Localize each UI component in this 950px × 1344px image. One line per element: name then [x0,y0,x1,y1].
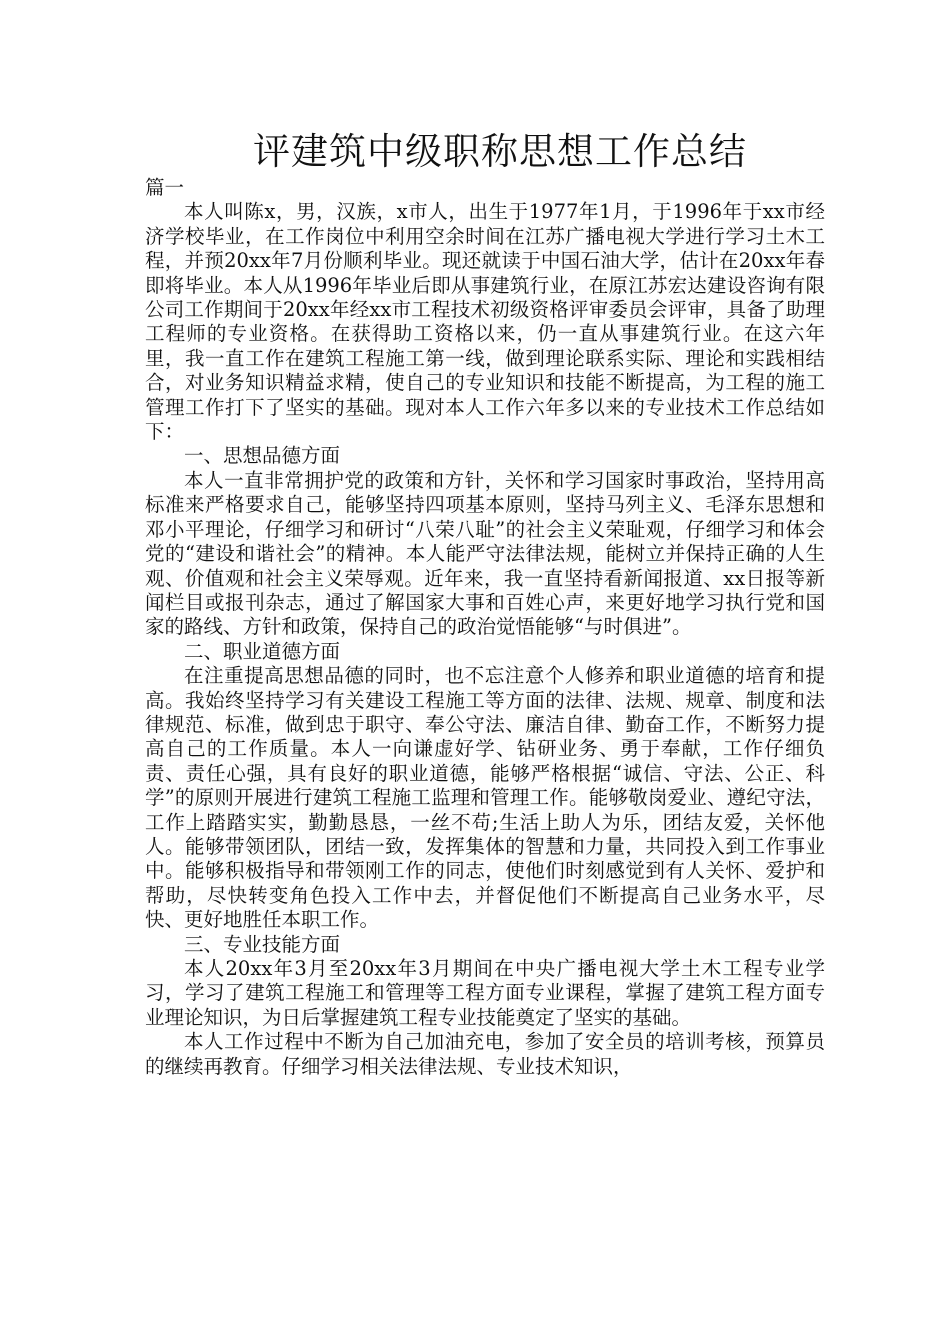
heading-ideology: 一、思想品德方面 [184,444,341,468]
document-page [145,128,825,1079]
section-label: 篇一 [145,176,185,199]
paragraph-skills-study: 本人20xx年3月至20xx年3月期间在中央广播电视大学土木工程专业学习，学习了建筑工程施工和管理等工程方面专业课程，掌握了建筑工程方面专业理论知识，为日后掌握建筑工程专业技能奠定了坚实的基础。 [145,957,825,1029]
heading-skills: 三、专业技能方面 [184,932,341,956]
heading-ethics: 二、职业道德方面 [184,639,341,663]
paragraph-skills-training: 本人工作过程中不断为自己加油充电，参加了安全员的培训考核，预算员的继续再教育。仔细学习相关法律法规、专业技术知识， [145,1030,825,1078]
paragraph-ethics: 在注重提高思想品德的同时，也不忘注意个人修养和职业道德的培育和提高。我始终坚持学习有关建设工程施工等方面的法律、法规、规章、制度和法律规范、标准，做到忠于职守、奉公守法、廉洁自律、勤奋工作，不断努力提高自己的工作质量。本人一向谦虚好学、钻研业务、勇于奉献，工作仔细负责、责任心强，具有良好的职业道德，能够严格根据“诚信、守法、公正、科学”的原则开展进行建筑工程施工监理和管理工作。能够敬岗爱业、遵纪守法，工作上踏踏实实，勤勤恳恳，一丝不苟;生活上助人为乐，团结友爱，关怀他人。能够带领团队，团结一致，发挥集体的智慧和力量，共同投入到工作事业中。能够积极指导和带领刚工作的同志，使他们时刻感觉到有人关怀、爱护和帮助，尽快转变角色投入工作中去，并督促他们不断提高自己业务水平，尽快、更好地胜任本职工作。 [145,664,825,932]
document-body [145,176,825,1079]
paragraph-ideology: 本人一直非常拥护党的政策和方针，关怀和学习国家时事政治，坚持用高标准来严格要求自己，能够坚持四项基本原则，坚持马列主义、毛泽东思想和邓小平理论，仔细学习和研讨“八荣八耻”的社会主义荣耻观，仔细学习和体会党的“建设和谐社会”的精神。本人能严守法律法规，能树立并保持正确的人生观、价值观和社会主义荣辱观。近年来，我一直坚持看新闻报道、xx日报等新闻栏目或报刊杂志，通过了解国家大事和百姓心声，来更好地学习执行党和国家的路线、方针和政策，保持自己的政治觉悟能够“与时俱进”。 [145,468,825,639]
paragraph-intro: 本人叫陈x，男，汉族，x市人，出生于1977年1月，于1996年于xx市经济学校毕业，在工作岗位中利用空余时间在江苏广播电视大学进行学习土木工程，并预20xx年7月份顺利毕业。现还就读于中国石油大学，估计在20xx年春即将毕业。本人从1996年毕业后即从事建筑行业，在原江苏宏达建设咨询有限公司工作期间于20xx年经xx市工程技术初级资格评审委员会评审，具备了助理工程师的专业资格。在获得助工资格以来，仍一直从事建筑行业。在这六年里，我一直工作在建筑工程施工第一线，做到理论联系实际、理论和实践相结合，对业务知识精益求精，使自己的专业知识和技能不断提高，为工程的施工管理工作打下了坚实的基础。现对本人工作六年多以来的专业技术工作总结如下： [145,200,825,444]
document-title: 评建筑中级职称思想工作总结 [253,130,747,173]
